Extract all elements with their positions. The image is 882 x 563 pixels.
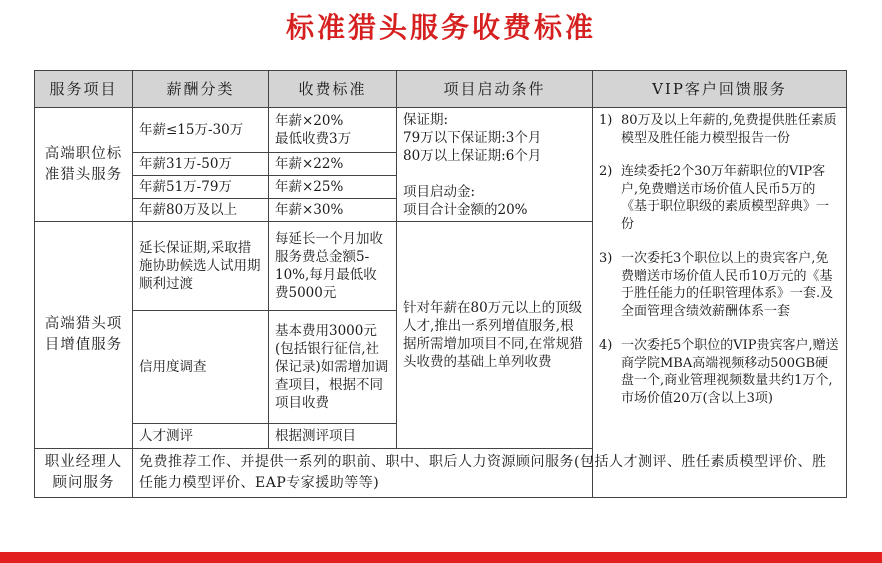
- header-condition: 项目启动条件: [397, 71, 593, 108]
- fee-table: [34, 70, 847, 498]
- vip-item: [599, 337, 840, 407]
- header-salary: 薪酬分类: [133, 71, 269, 108]
- vip-item-number: 3): [599, 251, 613, 266]
- vip-item-number: 2): [599, 164, 613, 179]
- description-cell: 免费推荐工作、并提供一系列的职前、职中、职后人力资源顾问服务(包括人才测评、胜任素质模型评价、胜任能力模型评价、EAP专家援助等等): [133, 449, 847, 498]
- header-fee: 收费标准: [269, 71, 397, 108]
- vip-cell: [593, 108, 847, 498]
- vip-item-number: 1): [599, 113, 613, 128]
- salary-cell: 延长保证期,采取措施协助候选人试用期顺利过渡: [133, 222, 269, 311]
- table-row: [35, 108, 847, 153]
- vip-item-text: 一次委托3个职位以上的贵宾客户,免费赠送市场价值人民币10万元的《基于胜任能力的任职管理体系》一套.及全面管理含绩效薪酬体系一套: [621, 251, 834, 319]
- salary-cell: 年薪80万及以上: [133, 199, 269, 222]
- vip-item: [599, 163, 840, 233]
- vip-item-text: 一次委托5个职位的VIP贵宾客户,赠送商学院MBA高端视频移动500GB硬盘一个,商业管理视频数量共约1万个,市场价值20万(含以上3项): [621, 338, 839, 406]
- salary-cell: 年薪≤15万-30万: [133, 108, 269, 153]
- salary-cell: 信用度调查: [133, 311, 269, 424]
- header-service: 服务项目: [35, 71, 133, 108]
- header-vip: VIP客户回馈服务: [593, 71, 847, 108]
- fee-cell: 每延长一个月加收服务费总金额5-10%,每月最低收费5000元: [269, 222, 397, 311]
- salary-cell: 人才测评: [133, 424, 269, 449]
- fee-cell: 基本费用3000元(包括银行征信,社保记录)如需增加调查项目，根据不同项目收费: [269, 311, 397, 424]
- fee-cell: 年薪×20% 最低收费3万: [269, 108, 397, 153]
- service-cell: 职业经理人顾问服务: [35, 449, 133, 498]
- fee-cell: 年薪×30%: [269, 199, 397, 222]
- vip-item-text: 连续委托2个30万年薪职位的VIP客户,免费赠送市场价值人民币5万的《基于职位职级的素质模型辞典》一份: [621, 164, 830, 232]
- table-row: [35, 449, 847, 498]
- service-cell: 高端职位标准猎头服务: [35, 108, 133, 222]
- service-cell: 高端猎头项目增值服务: [35, 222, 133, 449]
- fee-cell: 根据测评项目: [269, 424, 397, 449]
- salary-cell: 年薪51万-79万: [133, 176, 269, 199]
- fee-cell: 年薪×25%: [269, 176, 397, 199]
- page-title: 标准猎头服务收费标准: [285, 11, 596, 44]
- condition-cell: 保证期: 79万以下保证期:3个月 80万以上保证期:6个月 项目启动金: 项目合计金额的20%: [397, 108, 593, 222]
- salary-cell: 年薪31万-50万: [133, 153, 269, 176]
- vip-item: [599, 250, 840, 320]
- fee-cell: 年薪×22%: [269, 153, 397, 176]
- vip-item: [599, 112, 840, 147]
- condition-cell: 针对年薪在80万元以上的顶级人才,推出一系列增值服务,根据所需增加项目不同,在常规猎头收费的基础上单列收费: [397, 222, 593, 449]
- vip-item-text: 80万及以上年薪的,免费提供胜任素质模型及胜任能力模型报告一份: [621, 113, 837, 146]
- bottom-accent-bar: [0, 552, 882, 563]
- header-row: [35, 71, 847, 108]
- vip-item-number: 4): [599, 338, 613, 353]
